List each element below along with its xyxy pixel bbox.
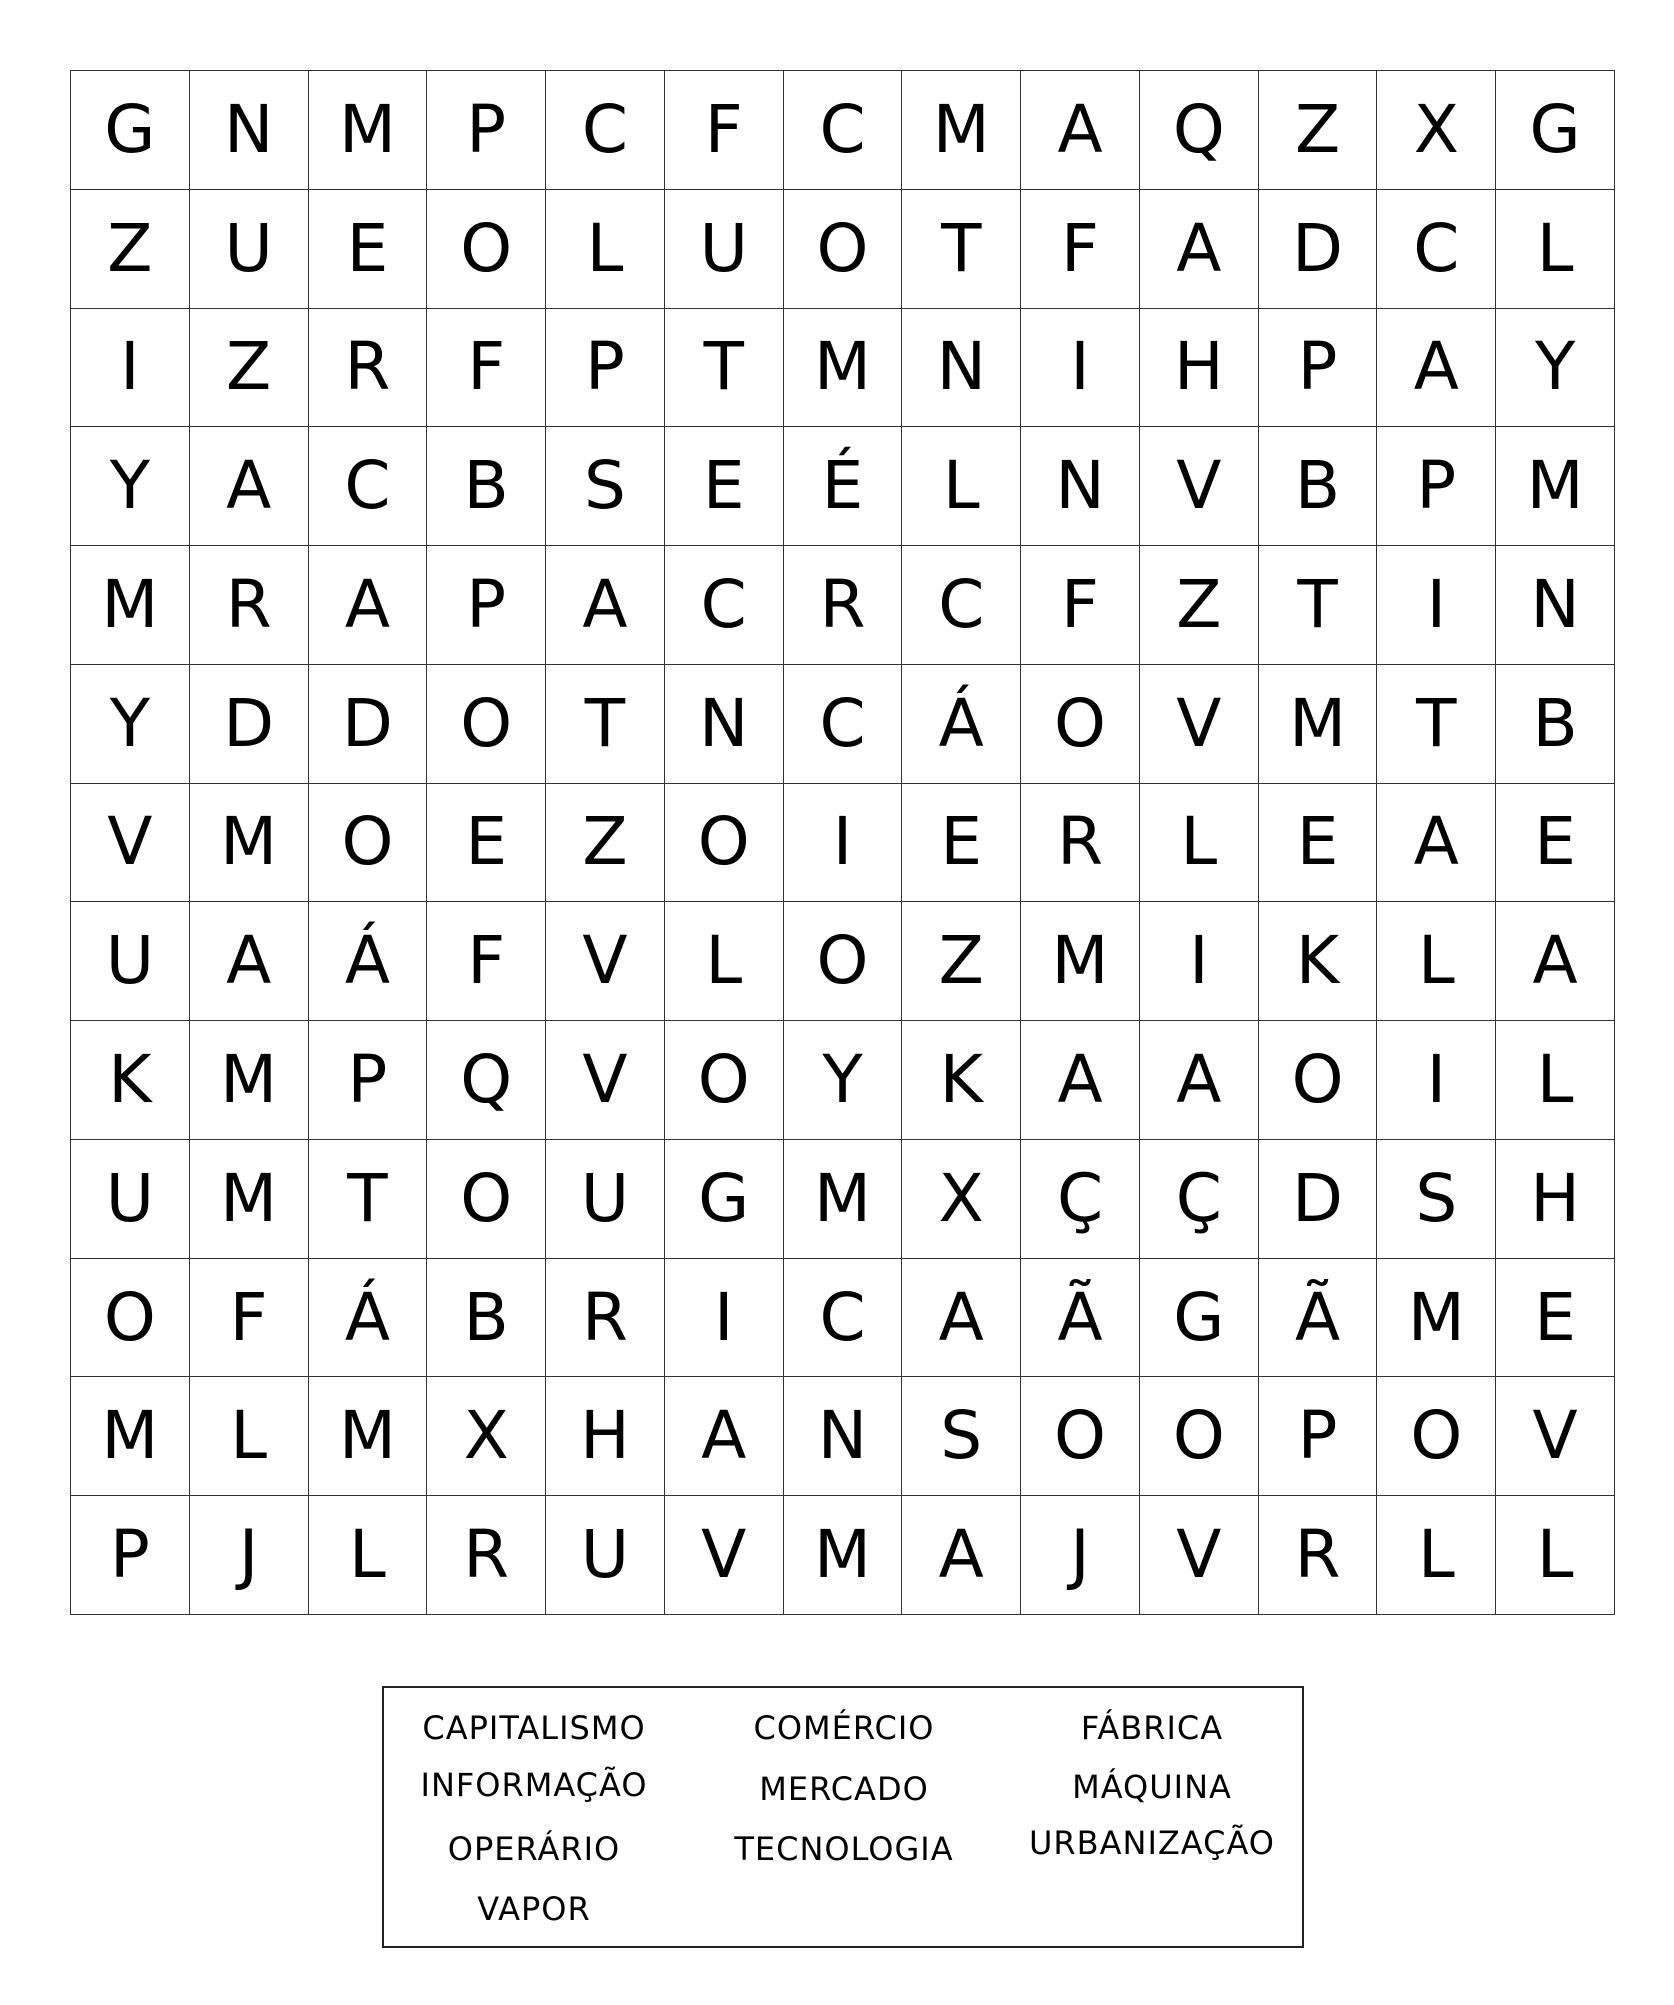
grid-cell[interactable]: V	[1496, 1377, 1615, 1496]
grid-cell[interactable]: B	[1496, 665, 1615, 784]
grid-cell[interactable]: I	[1021, 309, 1140, 428]
word-list-item: COMÉRCIO	[753, 1709, 935, 1747]
grid-cell[interactable]: P	[1259, 309, 1378, 428]
grid-cell[interactable]: M	[784, 1496, 903, 1615]
grid-cell[interactable]: M	[1021, 902, 1140, 1021]
grid-cell[interactable]: L	[309, 1496, 428, 1615]
grid-cell[interactable]: D	[1259, 1140, 1378, 1259]
grid-cell[interactable]: A	[1377, 309, 1496, 428]
grid-cell[interactable]: R	[546, 1259, 665, 1378]
grid-cell[interactable]: F	[427, 902, 546, 1021]
grid-cell[interactable]: O	[784, 902, 903, 1021]
grid-cell[interactable]: E	[902, 784, 1021, 903]
grid-cell[interactable]: A	[1021, 1021, 1140, 1140]
grid-cell[interactable]: M	[902, 71, 1021, 190]
grid-cell[interactable]: Z	[1259, 71, 1378, 190]
grid-cell[interactable]: P	[1259, 1377, 1378, 1496]
grid-cell[interactable]: Ç	[1021, 1140, 1140, 1259]
grid-cell[interactable]: N	[1021, 427, 1140, 546]
grid-cell[interactable]: Z	[71, 190, 190, 309]
grid-cell[interactable]: G	[1140, 1259, 1259, 1378]
grid-cell[interactable]: A	[1140, 1021, 1259, 1140]
grid-cell[interactable]: B	[427, 427, 546, 546]
grid-cell[interactable]: A	[1377, 784, 1496, 903]
grid-cell[interactable]: X	[902, 1140, 1021, 1259]
grid-cell[interactable]: Q	[427, 1021, 546, 1140]
grid-cell[interactable]: P	[309, 1021, 428, 1140]
grid-cell[interactable]: V	[1140, 1496, 1259, 1615]
grid-cell[interactable]: A	[546, 546, 665, 665]
grid-cell[interactable]: G	[1496, 71, 1615, 190]
grid-cell[interactable]: O	[1377, 1377, 1496, 1496]
grid-cell[interactable]: O	[1021, 665, 1140, 784]
grid-cell[interactable]: A	[902, 1496, 1021, 1615]
grid-cell[interactable]: A	[190, 427, 309, 546]
grid-cell[interactable]: N	[902, 309, 1021, 428]
grid-cell[interactable]: U	[190, 190, 309, 309]
grid-cell[interactable]: H	[1496, 1140, 1615, 1259]
grid-cell[interactable]: M	[309, 71, 428, 190]
grid-cell[interactable]: U	[546, 1496, 665, 1615]
grid-cell[interactable]: F	[1021, 546, 1140, 665]
grid-cell[interactable]: F	[190, 1259, 309, 1378]
grid-cell[interactable]: P	[1377, 427, 1496, 546]
grid-cell[interactable]: P	[427, 71, 546, 190]
grid-cell[interactable]: L	[1140, 784, 1259, 903]
grid-cell[interactable]: Z	[546, 784, 665, 903]
grid-cell[interactable]: U	[71, 902, 190, 1021]
grid-cell[interactable]: Á	[309, 1259, 428, 1378]
grid-cell[interactable]: D	[1259, 190, 1378, 309]
grid-cell[interactable]: R	[190, 546, 309, 665]
grid-cell[interactable]: J	[1021, 1496, 1140, 1615]
grid-cell[interactable]: I	[665, 1259, 784, 1378]
grid-cell[interactable]: R	[1021, 784, 1140, 903]
word-list-item: FÁBRICA	[1080, 1709, 1224, 1747]
word-list-item: INFORMAÇÃO	[420, 1766, 648, 1804]
grid-cell[interactable]: O	[1259, 1021, 1378, 1140]
grid-cell[interactable]: V	[1140, 665, 1259, 784]
grid-cell[interactable]: O	[427, 190, 546, 309]
grid-cell[interactable]: L	[190, 1377, 309, 1496]
grid-cell[interactable]: M	[309, 1377, 428, 1496]
grid-cell[interactable]: L	[1496, 1496, 1615, 1615]
grid-cell[interactable]: O	[784, 190, 903, 309]
grid-cell[interactable]: M	[190, 1021, 309, 1140]
grid-cell[interactable]: X	[427, 1377, 546, 1496]
grid-cell[interactable]: F	[665, 71, 784, 190]
grid-cell[interactable]: Y	[784, 1021, 903, 1140]
grid-cell[interactable]: L	[1496, 190, 1615, 309]
word-list-item: OPERÁRIO	[447, 1830, 621, 1868]
grid-cell[interactable]: T	[1377, 665, 1496, 784]
grid-cell[interactable]: V	[546, 1021, 665, 1140]
grid-cell[interactable]: C	[784, 71, 903, 190]
grid-cell[interactable]: K	[902, 1021, 1021, 1140]
grid-cell[interactable]: I	[784, 784, 903, 903]
grid-cell[interactable]: E	[1496, 784, 1615, 903]
grid-cell[interactable]: M	[1259, 665, 1378, 784]
grid-cell[interactable]: K	[1259, 902, 1378, 1021]
grid-cell[interactable]: R	[1259, 1496, 1378, 1615]
grid-cell[interactable]: O	[71, 1259, 190, 1378]
grid-cell[interactable]: B	[1259, 427, 1378, 546]
word-list-item: VAPOR	[477, 1890, 591, 1928]
grid-cell[interactable]: N	[1496, 546, 1615, 665]
grid-cell[interactable]: E	[1259, 784, 1378, 903]
grid-cell[interactable]: X	[1377, 71, 1496, 190]
grid-cell[interactable]: N	[190, 71, 309, 190]
grid-cell[interactable]: V	[665, 1496, 784, 1615]
grid-cell[interactable]: A	[1140, 190, 1259, 309]
grid-cell[interactable]: O	[1140, 1377, 1259, 1496]
grid-cell[interactable]: V	[71, 784, 190, 903]
grid-cell[interactable]: A	[665, 1377, 784, 1496]
grid-cell[interactable]: Ã	[1021, 1259, 1140, 1378]
grid-cell[interactable]: T	[665, 309, 784, 428]
grid-cell[interactable]: Q	[1140, 71, 1259, 190]
grid-cell[interactable]: M	[1496, 427, 1615, 546]
grid-cell[interactable]: E	[427, 784, 546, 903]
grid-cell[interactable]: L	[1496, 1021, 1615, 1140]
grid-cell[interactable]: A	[309, 546, 428, 665]
word-search-grid	[70, 70, 1615, 1615]
grid-cell[interactable]: O	[665, 784, 784, 903]
word-list-box	[382, 1686, 1304, 1948]
grid-cell[interactable]: G	[71, 71, 190, 190]
grid-cell[interactable]: P	[546, 309, 665, 428]
grid-cell[interactable]: L	[902, 427, 1021, 546]
grid-cell[interactable]: T	[309, 1140, 428, 1259]
grid-cell[interactable]: M	[71, 1377, 190, 1496]
grid-cell[interactable]: K	[71, 1021, 190, 1140]
grid-cell[interactable]: N	[784, 1377, 903, 1496]
grid-cell[interactable]: Y	[71, 665, 190, 784]
grid-cell[interactable]: Z	[1140, 546, 1259, 665]
grid-cell[interactable]: E	[665, 427, 784, 546]
word-list-item: URBANIZAÇÃO	[1029, 1824, 1275, 1862]
grid-cell[interactable]: L	[546, 190, 665, 309]
grid-cell[interactable]: E	[1496, 1259, 1615, 1378]
grid-cell[interactable]: R	[784, 546, 903, 665]
grid-cell[interactable]: Á	[309, 902, 428, 1021]
grid-cell[interactable]: Z	[190, 309, 309, 428]
grid-cell[interactable]: O	[309, 784, 428, 903]
grid-cell[interactable]: U	[546, 1140, 665, 1259]
grid-cell[interactable]: T	[546, 665, 665, 784]
grid-cell[interactable]: U	[71, 1140, 190, 1259]
grid-cell[interactable]: Y	[71, 427, 190, 546]
grid-cell[interactable]: V	[1140, 427, 1259, 546]
grid-cell[interactable]: C	[1377, 190, 1496, 309]
grid-cell[interactable]: Z	[902, 902, 1021, 1021]
grid-cell[interactable]: L	[1377, 1496, 1496, 1615]
grid-cell[interactable]: D	[309, 665, 428, 784]
grid-cell[interactable]: M	[71, 546, 190, 665]
grid-cell[interactable]: Ç	[1140, 1140, 1259, 1259]
grid-cell[interactable]: A	[1021, 71, 1140, 190]
grid-cell[interactable]: F	[427, 309, 546, 428]
grid-cell[interactable]: O	[427, 665, 546, 784]
grid-cell[interactable]: R	[427, 1496, 546, 1615]
grid-cell[interactable]: M	[190, 1140, 309, 1259]
grid-cell[interactable]: S	[1377, 1140, 1496, 1259]
grid-cell[interactable]: J	[190, 1496, 309, 1615]
grid-cell[interactable]: A	[1496, 902, 1615, 1021]
grid-cell[interactable]: C	[784, 665, 903, 784]
grid-cell[interactable]: G	[665, 1140, 784, 1259]
grid-cell[interactable]: P	[427, 546, 546, 665]
grid-cell[interactable]: I	[1377, 546, 1496, 665]
grid-cell[interactable]: M	[784, 1140, 903, 1259]
grid-cell[interactable]: L	[665, 902, 784, 1021]
grid-cell[interactable]: S	[902, 1377, 1021, 1496]
grid-cell[interactable]: T	[902, 190, 1021, 309]
grid-cell[interactable]: M	[190, 784, 309, 903]
grid-cell[interactable]: C	[784, 1259, 903, 1378]
word-list-item: TECNOLOGIA	[734, 1830, 954, 1868]
grid-cell[interactable]: R	[309, 309, 428, 428]
grid-cell[interactable]: H	[1140, 309, 1259, 428]
grid-cell[interactable]: I	[71, 309, 190, 428]
grid-cell[interactable]: Ã	[1259, 1259, 1378, 1378]
grid-cell[interactable]: A	[902, 1259, 1021, 1378]
word-list-item: MÁQUINA	[1072, 1768, 1232, 1806]
grid-cell[interactable]: V	[546, 902, 665, 1021]
grid-cell[interactable]: Á	[902, 665, 1021, 784]
grid-cell[interactable]: P	[71, 1496, 190, 1615]
grid-cell[interactable]: Y	[1496, 309, 1615, 428]
grid-cell[interactable]: N	[665, 665, 784, 784]
grid-cell[interactable]: M	[784, 309, 903, 428]
grid-cell[interactable]: C	[546, 71, 665, 190]
grid-cell[interactable]: U	[665, 190, 784, 309]
grid-cell[interactable]: I	[1140, 902, 1259, 1021]
grid-cell[interactable]: F	[1021, 190, 1140, 309]
grid-cell[interactable]: O	[427, 1140, 546, 1259]
word-list-item: MERCADO	[759, 1770, 929, 1808]
grid-cell[interactable]: T	[1259, 546, 1378, 665]
grid-cell[interactable]: B	[427, 1259, 546, 1378]
grid-cell[interactable]: O	[1021, 1377, 1140, 1496]
grid-cell[interactable]: A	[190, 902, 309, 1021]
grid-cell[interactable]: C	[902, 546, 1021, 665]
grid-cell[interactable]: D	[190, 665, 309, 784]
grid-cell[interactable]: L	[1377, 902, 1496, 1021]
grid-cell[interactable]: S	[546, 427, 665, 546]
grid-cell[interactable]: I	[1377, 1021, 1496, 1140]
grid-cell[interactable]: E	[309, 190, 428, 309]
grid-cell[interactable]: É	[784, 427, 903, 546]
grid-cell[interactable]: C	[665, 546, 784, 665]
grid-cell[interactable]: O	[665, 1021, 784, 1140]
word-list-item: CAPITALISMO	[422, 1709, 646, 1747]
grid-cell[interactable]: H	[546, 1377, 665, 1496]
grid-cell[interactable]: C	[309, 427, 428, 546]
grid-cell[interactable]: M	[1377, 1259, 1496, 1378]
